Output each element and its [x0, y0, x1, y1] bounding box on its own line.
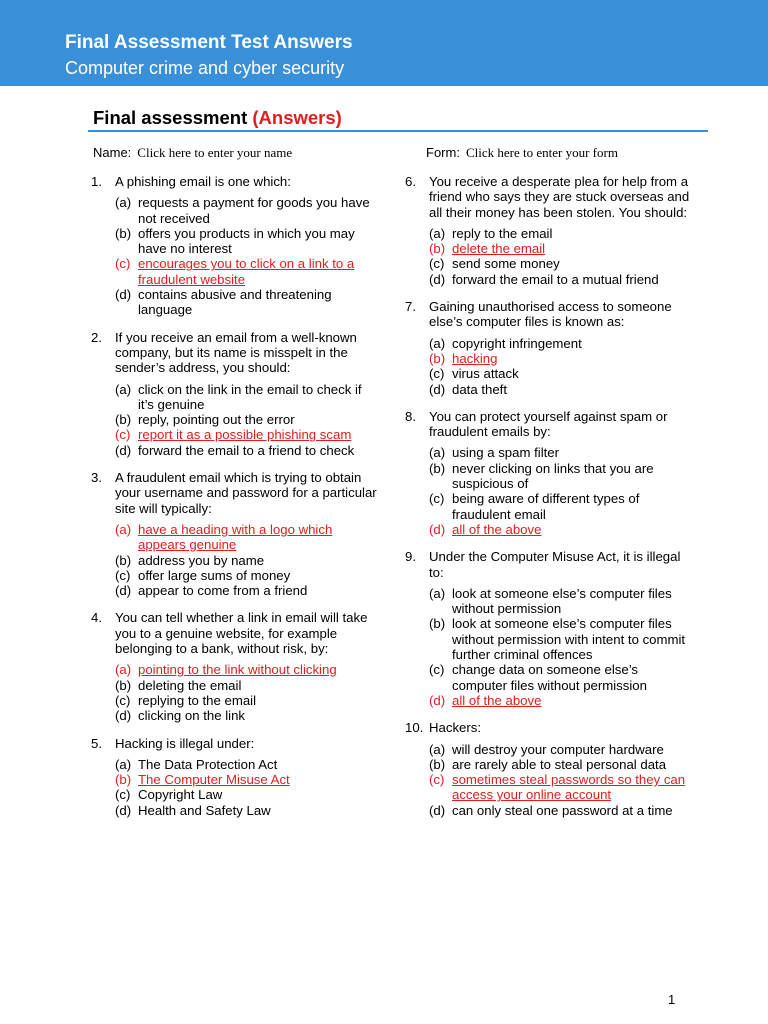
option-list: [429, 586, 695, 708]
option-letter: (a): [115, 381, 132, 397]
name-field[interactable]: [93, 145, 292, 161]
option-list: [115, 757, 381, 818]
question-text: If you receive an email from a well-known company, but its name is misspelt in the sender’s address, you should:: [115, 329, 357, 376]
question-text: Hackers:: [429, 720, 482, 736]
question-stem: [91, 470, 381, 516]
answer-option: [115, 553, 381, 568]
question-number: 1.: [91, 174, 102, 189]
answer-option: [115, 678, 381, 693]
form-field[interactable]: [426, 145, 618, 161]
option-letter: (a): [429, 741, 446, 757]
answer-option: [115, 443, 381, 458]
option-text: will destroy your computer hardware: [452, 741, 664, 757]
answer-option: [115, 787, 381, 802]
answer-option: [115, 568, 381, 583]
section-title-text: Final assessment: [93, 107, 248, 128]
option-letter: (a): [115, 195, 132, 211]
question-2: [91, 330, 381, 458]
answer-option: [429, 226, 695, 241]
option-text: forward the email to a mutual friend: [452, 271, 659, 287]
question-3: [91, 470, 381, 598]
option-text: being aware of different types of fraudulent email: [452, 491, 640, 522]
answer-option: [429, 445, 695, 460]
option-text: hacking: [452, 350, 498, 366]
option-letter: (c): [115, 692, 131, 708]
option-text: forward the email to a friend to check: [138, 442, 355, 458]
option-text: The Data Protection Act: [138, 756, 278, 772]
answer-option: [115, 708, 381, 723]
option-letter: (c): [115, 567, 131, 583]
questions-left-column: [91, 174, 381, 830]
question-text: A phishing email is one which:: [115, 174, 291, 189]
question-number: 2.: [91, 329, 102, 345]
option-text: all of the above: [452, 692, 542, 708]
option-letter: (b): [429, 756, 446, 772]
option-text: have a heading with a logo which appears genuine: [138, 521, 333, 553]
answer-option: [115, 195, 381, 226]
answer-option: [115, 803, 381, 818]
option-letter: (d): [115, 802, 132, 818]
option-letter: (d): [115, 583, 132, 599]
question-5: [91, 736, 381, 818]
correct-answer-option: [115, 256, 381, 287]
answer-option: [429, 662, 695, 693]
correct-answer-option: [429, 351, 695, 366]
option-letter: (c): [429, 662, 445, 678]
question-text: Under the Computer Misuse Act, it is illegal to:: [429, 549, 681, 580]
answer-option: [429, 336, 695, 351]
option-letter: (a): [429, 335, 446, 351]
option-list: [115, 662, 381, 723]
option-text: look at someone else’s computer files without permission: [452, 585, 672, 617]
option-letter: (b): [115, 677, 132, 693]
option-text: click on the link in the email to check if it’s genuine: [138, 381, 362, 412]
option-text: contains abusive and threatening language: [138, 287, 332, 318]
option-letter: (b): [115, 225, 132, 241]
question-1: [91, 174, 381, 318]
question-stem: [405, 409, 695, 440]
option-text: offers you products in which you may have no interest: [138, 225, 355, 257]
answer-option: [115, 382, 381, 413]
option-text: delete the email: [452, 241, 546, 257]
option-letter: (b): [429, 616, 446, 632]
option-text: replying to the email: [138, 692, 257, 708]
option-letter: (a): [115, 521, 132, 537]
option-text: are rarely able to steal personal data: [452, 756, 667, 772]
option-letter: (b): [115, 552, 132, 568]
option-letter: (c): [429, 256, 445, 272]
question-number: 10.: [405, 720, 424, 736]
question-stem: [91, 736, 381, 751]
correct-answer-option: [115, 522, 381, 553]
option-letter: (a): [429, 585, 446, 601]
question-text: You receive a desperate plea for help from a friend who says they are stuck overseas and all their money has been stolen. You should:: [429, 174, 690, 220]
answer-option: [429, 366, 695, 381]
question-7: [405, 299, 695, 397]
option-letter: (d): [115, 287, 132, 303]
option-text: offer large sums of money: [138, 567, 291, 583]
answer-option: [429, 803, 695, 818]
option-text: address you by name: [138, 552, 265, 568]
question-text: A fraudulent email which is trying to obtain your username and password for a particular site will typically:: [115, 470, 377, 516]
option-list: [429, 336, 695, 397]
document-subtitle: Computer crime and cyber security: [65, 58, 345, 78]
option-text: appear to come from a friend: [138, 583, 308, 599]
answer-option: [429, 272, 695, 287]
answer-option: [115, 287, 381, 318]
option-letter: (d): [115, 708, 132, 724]
option-text: send some money: [452, 256, 560, 272]
question-stem: [405, 174, 695, 220]
page-number: 1: [668, 992, 676, 1007]
option-letter: (a): [429, 225, 446, 241]
question-number: 7.: [405, 299, 416, 315]
correct-answer-option: [115, 772, 381, 787]
question-text: You can protect yourself against spam or fraudulent emails by:: [429, 408, 668, 440]
answer-option: [115, 226, 381, 257]
question-10: [405, 720, 695, 818]
question-8: [405, 409, 695, 537]
correct-answer-option: [115, 427, 381, 442]
option-text: look at someone else’s computer files without permission with intent to commit further criminal offences: [452, 616, 686, 663]
name-label: Name:: [93, 145, 132, 160]
option-letter: (b): [429, 460, 446, 476]
question-number: 4.: [91, 610, 102, 626]
answer-option: [115, 757, 381, 772]
option-letter: (c): [115, 787, 131, 803]
question-6: [405, 174, 695, 287]
option-letter: (c): [429, 366, 445, 382]
option-letter: (c): [115, 427, 131, 443]
question-stem: [405, 720, 695, 735]
option-text: encourages you to click on a link to a fraudulent website: [138, 256, 355, 287]
correct-answer-option: [115, 662, 381, 677]
option-letter: (d): [429, 381, 446, 397]
option-text: never clicking on links that you are suspicious of: [452, 460, 654, 492]
option-text: can only steal one password at a time: [452, 802, 673, 818]
option-text: using a spam filter: [452, 445, 560, 461]
section-divider: [88, 130, 708, 132]
header-banner: [0, 0, 768, 86]
answer-option: [429, 586, 695, 617]
answer-option: [429, 742, 695, 757]
option-text: report it as a possible phishing scam: [138, 427, 352, 443]
option-text: pointing to the link without clicking: [138, 662, 337, 678]
correct-answer-option: [429, 772, 695, 803]
option-text: virus attack: [452, 366, 519, 382]
option-letter: (b): [115, 412, 132, 428]
option-list: [115, 195, 381, 317]
option-text: copyright infringement: [452, 335, 582, 351]
question-stem: [405, 299, 695, 330]
option-letter: (b): [429, 350, 446, 366]
option-text: reply to the email: [452, 225, 553, 241]
question-number: 6.: [405, 174, 416, 189]
option-text: The Computer Misuse Act: [138, 772, 290, 788]
option-letter: (c): [429, 491, 445, 507]
answer-option: [115, 693, 381, 708]
answer-option: [429, 757, 695, 772]
option-list: [115, 382, 381, 458]
option-text: sometimes steal passwords so they can access your online account: [452, 772, 686, 803]
question-number: 3.: [91, 470, 102, 486]
option-letter: (b): [115, 772, 132, 788]
answer-option: [115, 583, 381, 598]
option-list: [115, 522, 381, 598]
option-letter: (a): [429, 445, 446, 461]
answer-option: [429, 461, 695, 492]
answers-label: (Answers): [252, 107, 342, 128]
question-stem: [91, 174, 381, 189]
questions-right-column: [405, 174, 695, 830]
option-text: deleting the email: [138, 677, 242, 693]
option-list: [429, 445, 695, 537]
option-letter: (d): [429, 271, 446, 287]
answer-option: [115, 412, 381, 427]
correct-answer-option: [429, 241, 695, 256]
option-text: change data on someone else’s computer files without permission: [452, 662, 647, 693]
option-letter: (d): [429, 692, 446, 708]
answer-option: [429, 616, 695, 662]
option-text: clicking on the link: [138, 708, 246, 724]
option-letter: (d): [429, 802, 446, 818]
question-stem: [405, 549, 695, 580]
question-number: 9.: [405, 549, 416, 565]
section-title: [93, 107, 342, 129]
option-text: Health and Safety Law: [138, 802, 271, 818]
option-list: [429, 742, 695, 818]
option-letter: (a): [115, 756, 132, 772]
question-text: You can tell whether a link in email will take you to a genuine website, for example belonging to a bank, without risk, by:: [115, 610, 368, 657]
option-letter: (c): [115, 256, 131, 272]
document-title: Final Assessment Test Answers: [65, 32, 353, 53]
option-letter: (a): [115, 662, 132, 678]
question-number: 8.: [405, 408, 416, 424]
form-label: Form:: [426, 145, 460, 160]
option-text: data theft: [452, 381, 507, 397]
option-letter: (d): [429, 521, 446, 537]
answer-option: [429, 256, 695, 271]
name-placeholder[interactable]: Click here to enter your name: [137, 145, 293, 160]
option-letter: (c): [429, 772, 445, 788]
answer-option: [429, 491, 695, 522]
question-number: 5.: [91, 735, 102, 751]
question-text: Hacking is illegal under:: [115, 735, 255, 751]
option-text: Copyright Law: [138, 787, 223, 803]
answer-option: [429, 382, 695, 397]
correct-answer-option: [429, 522, 695, 537]
question-stem: [91, 610, 381, 656]
question-stem: [91, 330, 381, 376]
option-text: reply, pointing out the error: [138, 412, 295, 428]
question-text: Gaining unauthorised access to someone else’s computer files is known as:: [429, 299, 672, 330]
option-list: [429, 226, 695, 287]
question-4: [91, 610, 381, 723]
option-letter: (d): [115, 442, 132, 458]
option-letter: (b): [429, 241, 446, 257]
form-placeholder[interactable]: Click here to enter your form: [465, 145, 618, 160]
question-9: [405, 549, 695, 708]
option-text: requests a payment for goods you have not received: [138, 195, 370, 226]
option-text: all of the above: [452, 521, 542, 537]
correct-answer-option: [429, 693, 695, 708]
